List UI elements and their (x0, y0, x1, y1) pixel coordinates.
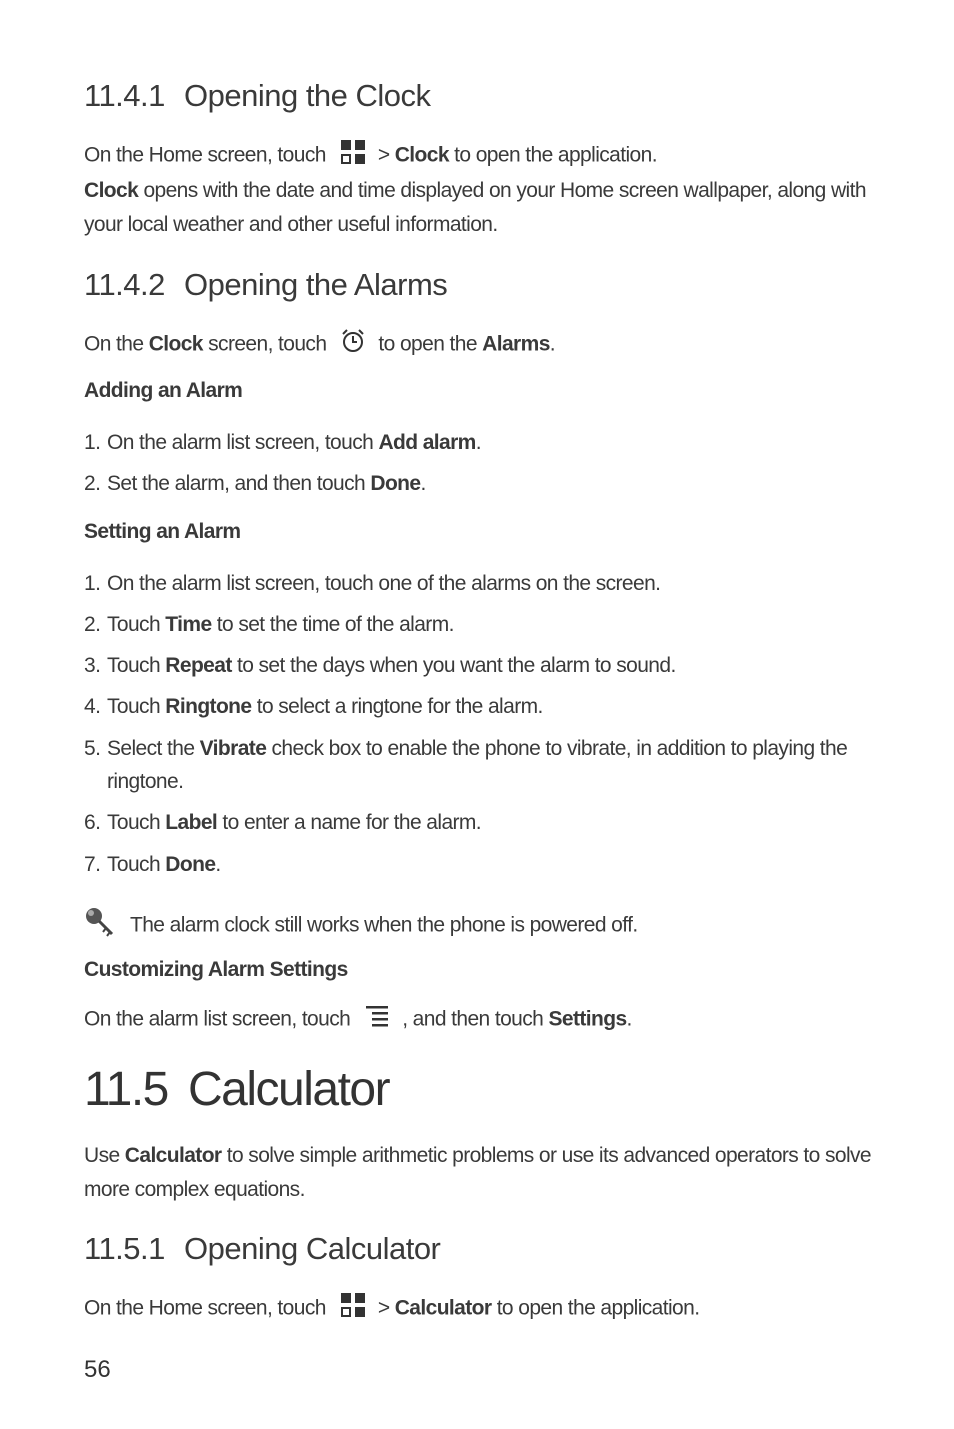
list-number: 2. (84, 472, 101, 495)
text: to open the (378, 332, 477, 356)
bold-text: Add alarm (378, 431, 476, 454)
bold-text: Calculator (124, 1144, 222, 1167)
tip-note (84, 906, 638, 946)
page-number: 56 (84, 1356, 111, 1383)
app-grid-icon (340, 1292, 366, 1326)
paragraph-calculator-intro (84, 1139, 874, 1207)
text: to enter a name for the alarm. (222, 811, 482, 834)
text: . (549, 332, 556, 356)
list-number: 1. (84, 572, 101, 595)
text: Touch (107, 811, 161, 834)
list-number: 4. (84, 695, 101, 718)
alarm-clock-icon (340, 328, 366, 362)
section-number: 11.5 (84, 1063, 168, 1116)
bold-text: Ringtone (165, 695, 252, 718)
bold-text: Alarms (482, 332, 550, 356)
bold-text: Time (165, 613, 212, 636)
section-title: Opening Calculator (184, 1231, 441, 1266)
text: Touch (107, 695, 161, 718)
list-item (84, 848, 874, 881)
list-number: 3. (84, 654, 101, 677)
paragraph-clock-description (84, 174, 874, 242)
bold-text: Settings (548, 1007, 627, 1031)
text: On the alarm list screen, touch (107, 431, 374, 454)
section-heading-11-5-1 (84, 1231, 440, 1267)
text: to select a ringtone for the alarm. (256, 695, 543, 718)
bold-text: Calculator (394, 1296, 492, 1320)
text: Set the alarm, and then touch (107, 472, 366, 495)
text: to set the days when you want the alarm to sound. (236, 654, 676, 677)
text: > (377, 1296, 390, 1320)
section-heading-11-4-2 (84, 267, 447, 303)
text: Select the (107, 737, 195, 760)
text: Touch (107, 654, 161, 677)
text: to set the time of the alarm. (216, 613, 454, 636)
section-number: 11.4.2 (84, 267, 165, 302)
tip-icon (84, 906, 118, 946)
list-number: 2. (84, 613, 101, 636)
list-item (84, 467, 874, 500)
bold-text: Clock (148, 332, 203, 356)
list-item (84, 690, 874, 723)
bold-text: Clock (84, 179, 139, 202)
list-item (84, 426, 874, 459)
list-item (84, 732, 874, 798)
text: to open the application. (454, 143, 657, 167)
app-grid-icon (340, 139, 366, 173)
text: opens with the date and time displayed on your Home screen wallpaper, along with your local weather and other useful information. (84, 179, 866, 236)
paragraph-open-clock (84, 139, 657, 173)
text: . (626, 1007, 632, 1031)
list-item (84, 806, 874, 839)
paragraph-open-alarms (84, 328, 555, 362)
text: to open the application. (496, 1296, 700, 1320)
section-heading-11-4-1 (84, 78, 431, 114)
list-item (84, 567, 874, 600)
subheading-customizing-alarm: Customizing Alarm Settings (84, 958, 348, 981)
bold-text: Done (370, 472, 421, 495)
text: . (215, 853, 221, 876)
subheading-adding-alarm: Adding an Alarm (84, 379, 243, 402)
list-item (84, 608, 874, 641)
text: On the alarm list screen, touch (84, 1007, 351, 1031)
text: screen, touch (208, 332, 327, 356)
section-heading-11-5 (84, 1062, 389, 1117)
text: Touch (107, 853, 161, 876)
menu-icon (364, 1004, 390, 1036)
text: , and then touch (402, 1007, 544, 1031)
text: On the alarm list screen, touch one of the alarms on the screen. (107, 572, 661, 595)
text: Touch (107, 613, 161, 636)
section-title: Opening the Clock (184, 78, 431, 113)
list-number: 7. (84, 853, 101, 876)
section-number: 11.5.1 (84, 1231, 165, 1266)
text: . (475, 431, 481, 454)
section-title: Calculator (188, 1063, 390, 1116)
text: check box to enable the phone to vibrate, in addition to playing the ringtone. (107, 737, 848, 793)
list-item (84, 649, 874, 682)
bold-text: Label (165, 811, 218, 834)
bold-text: Vibrate (199, 737, 267, 760)
section-number: 11.4.1 (84, 78, 165, 113)
text: On the (84, 332, 144, 356)
paragraph-customizing (84, 1004, 632, 1036)
bold-text: Done (165, 853, 216, 876)
bold-text: Clock (394, 143, 449, 167)
text: On the Home screen, touch (84, 1296, 326, 1320)
section-title: Opening the Alarms (184, 267, 448, 302)
paragraph-open-calculator (84, 1292, 699, 1326)
text: . (420, 472, 426, 495)
subheading-setting-alarm: Setting an Alarm (84, 520, 241, 543)
bold-text: Repeat (165, 654, 232, 677)
list-number: 5. (84, 737, 101, 760)
note-text: The alarm clock still works when the phone is powered off. (130, 913, 638, 937)
text: Use (84, 1144, 120, 1167)
list-number: 1. (84, 431, 101, 454)
text: On the Home screen, touch (84, 143, 326, 167)
list-number: 6. (84, 811, 101, 834)
text: to solve simple arithmetic problems or use its advanced operators to solve more complex equations. (84, 1144, 872, 1201)
text: > (377, 143, 390, 167)
